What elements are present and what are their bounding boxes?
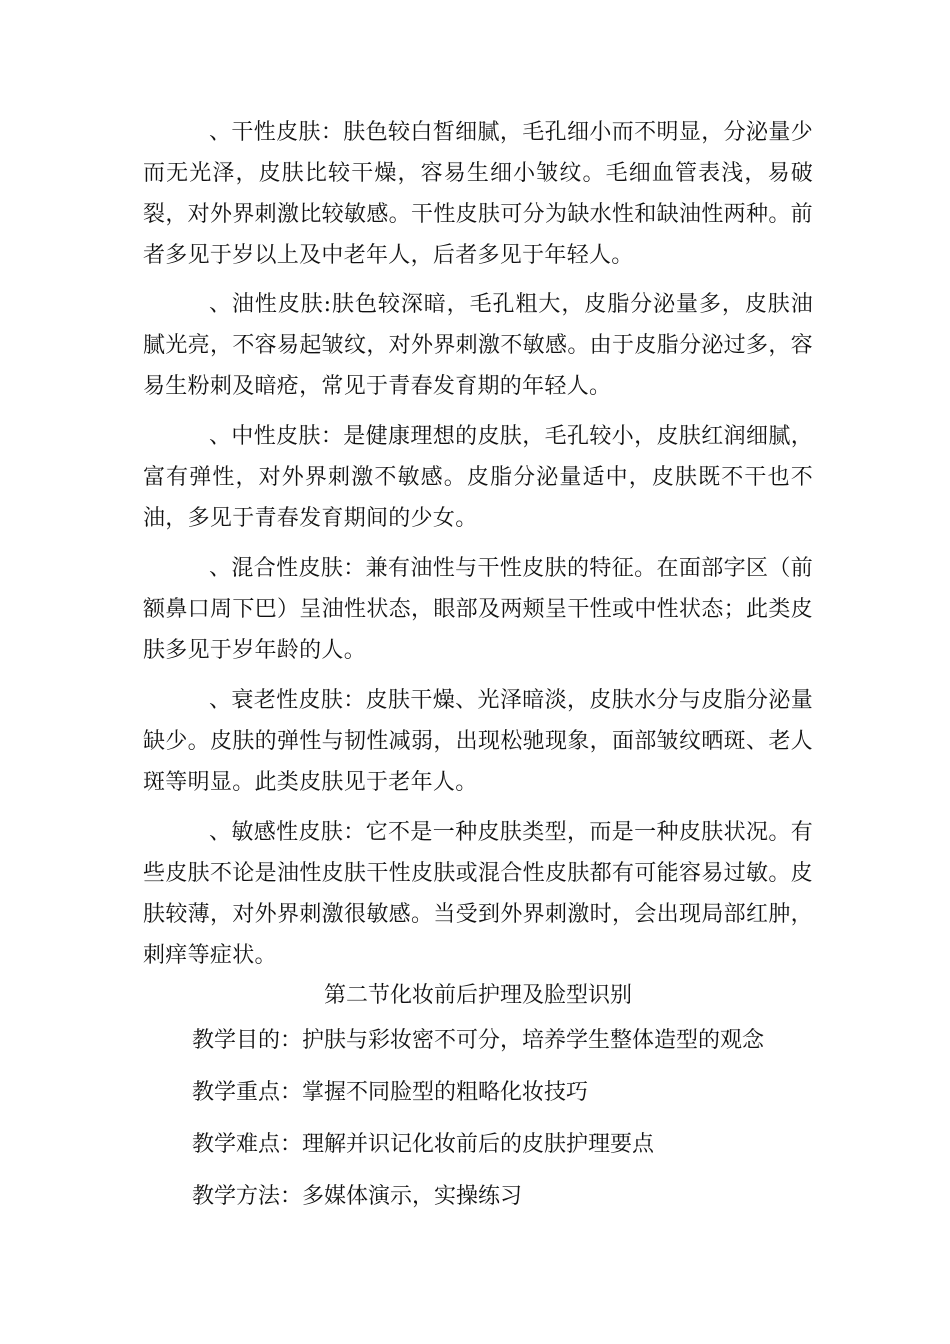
- paragraph-combination-skin: 、混合性皮肤：兼有油性与干性皮肤的特征。在面部字区（前额鼻口周下巴）呈油性状态，眼部及两颊呈干性或中性状态；此类皮肤多见于岁年龄的人。: [143, 556, 813, 663]
- paragraph-neutral-skin: 、中性皮肤：是健康理想的皮肤，毛孔较小，皮肤红润细腻，富有弹性，对外界刺激不敏感。皮脂分泌量适中，皮肤既不干也不油，多见于青春发育期间的少女。: [143, 424, 813, 531]
- teaching-difficulty: 教学难点：理解并识记化妆前后的皮肤护理要点: [192, 1132, 655, 1157]
- paragraph-dry-skin: 、干性皮肤：肤色较白皙细腻，毛孔细小而不明显，分泌量少而无光泽，皮肤比较干燥，容易生细小皱纹。毛细血管表浅，易破裂，对外界刺激比较敏感。干性皮肤可分为缺水性和缺油性两种。前者多见于岁以上及中老年人，后者多见于年轻人。: [143, 120, 813, 268]
- paragraph-sensitive-skin: 、敏感性皮肤：它不是一种皮肤类型，而是一种皮肤状况。有些皮肤不论是油性皮肤干性皮肤或混合性皮肤都有可能容易过敏。皮肤较薄，对外界刺激很敏感。当受到外界刺激时，会出现局部红肿，刺痒等症状。: [143, 820, 813, 968]
- teaching-method: 教学方法：多媒体演示，实操练习: [192, 1184, 523, 1209]
- paragraph-oily-skin: 、油性皮肤:肤色较深暗，毛孔粗大，皮脂分泌量多，皮肤油腻光亮，不容易起皱纹，对外界刺激不敏感。由于皮脂分泌过多，容易生粉刺及暗疮，常见于青春发育期的年轻人。: [143, 292, 813, 399]
- teaching-objective: 教学目的：护肤与彩妆密不可分，培养学生整体造型的观念: [192, 1028, 765, 1053]
- teaching-key-point: 教学重点：掌握不同脸型的粗略化妆技巧: [192, 1080, 589, 1105]
- paragraph-aging-skin: 、衰老性皮肤：皮肤干燥、光泽暗淡，皮肤水分与皮脂分泌量缺少。皮肤的弹性与韧性减弱，出现松驰现象，面部皱纹晒斑、老人斑等明显。此类皮肤见于老年人。: [143, 688, 813, 795]
- section-title: 第二节化妆前后护理及脸型识别: [323, 983, 632, 1008]
